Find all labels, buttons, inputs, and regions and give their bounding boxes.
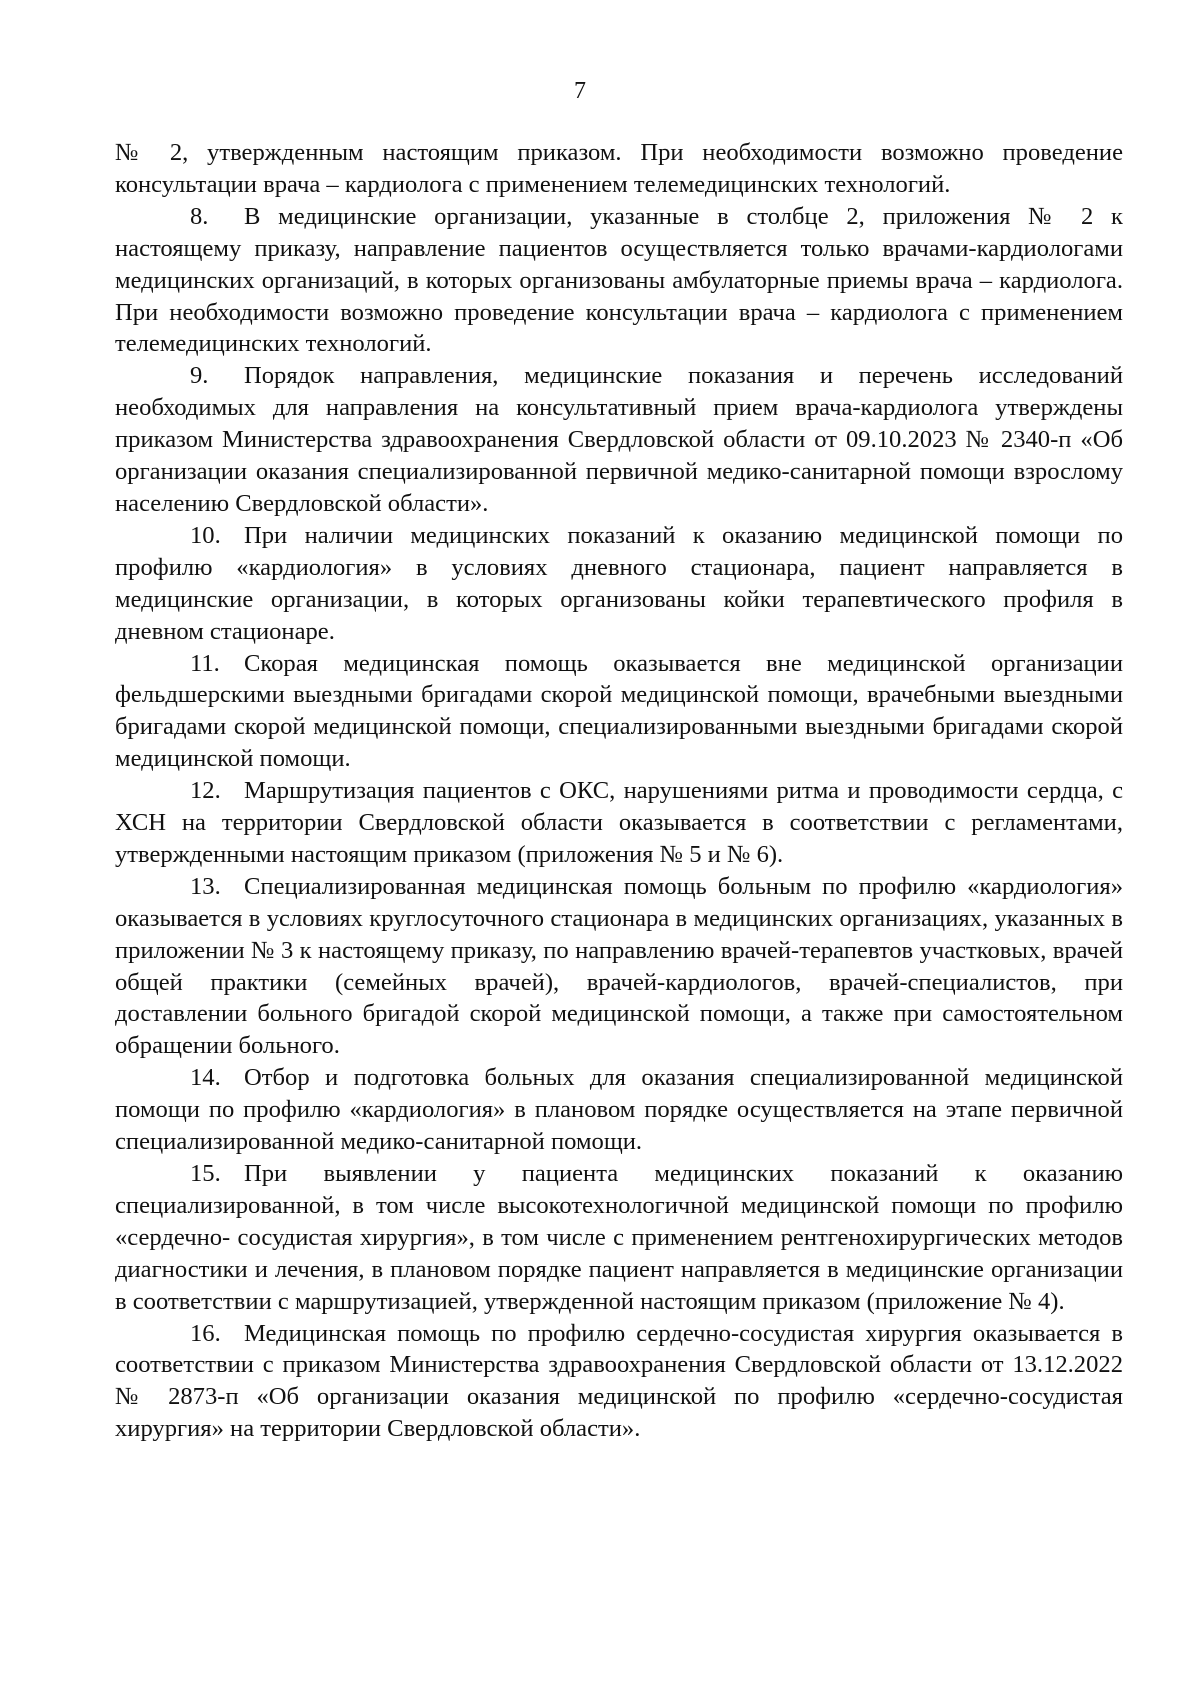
paragraph-text: В медицинские организации, указанные в столбце 2, приложения № 2 к настоящему приказу, направление пациентов осуществляется только врачами-кардиологами медицинских организаций, в которых организованы амбулаторные приемы врача – кардиолога. При необходимости возможно проведение консультации врача – кардиолога с применением телемедицинских технологий. xyxy=(115,202,1123,358)
paragraph-text: Маршрутизация пациентов с ОКС, нарушениями ритма и проводимости сердца, с ХСН на территории Свердловской области оказывается в соответствии с регламентами, утвержденными настоящим приказом (приложения № 5 и № 6). xyxy=(115,777,1123,868)
paragraph-item-15 xyxy=(115,1158,1123,1318)
paragraph-item-16 xyxy=(115,1318,1123,1446)
paragraph-text: При наличии медицинских показаний к оказанию медицинской помощи по профилю «кардиология» в условиях дневного стационара, пациент направляется в медицинские организации, в которых организованы койки терапевтического профиля в дневном стационаре. xyxy=(115,521,1123,645)
paragraph-continuation xyxy=(115,137,1123,201)
paragraph-item-12 xyxy=(115,775,1123,871)
document-body xyxy=(115,137,1123,1445)
paragraph-number: 16. xyxy=(190,1319,221,1347)
paragraph-text: При выявлении у пациента медицинских показаний к оказанию специализированной, в том числе высокотехнологичной медицинской помощи по профилю «сердечно- сосудистая хирургия», в том числе с применением рентгенохирургических методов диагностики и лечения, в плановом порядке пациент направляется в медицинские организации в соответствии с маршрутизацией, утвержденной настоящим приказом (приложение № 4). xyxy=(115,1160,1123,1315)
paragraph-number: 14. xyxy=(190,1064,221,1092)
paragraph-item-13 xyxy=(115,871,1123,1062)
paragraph-number: 12. xyxy=(190,777,221,805)
paragraph-item-10 xyxy=(115,520,1123,648)
paragraph-number: 13. xyxy=(190,872,221,900)
paragraph-item-9 xyxy=(115,360,1123,520)
paragraph-text: Скорая медицинская помощь оказывается вне медицинской организации фельдшерскими выездными бригадами скорой медицинской помощи, врачебными выездными бригадами скорой медицинской помощи, специализированными выездными бригадами скорой медицинской помощи. xyxy=(115,649,1123,773)
paragraph-item-14 xyxy=(115,1062,1123,1158)
page-number: 7 xyxy=(574,78,586,104)
paragraph-text: Отбор и подготовка больных для оказания специализированной медицинской помощи по профилю «кардиология» в плановом порядке осуществляется на этапе первичной специализированной медико-санитарной помощи. xyxy=(115,1064,1123,1156)
paragraph-text: Медицинская помощь по профилю сердечно-сосудистая хирургия оказывается в соответствии с приказом Министерства здравоохранения Свердловской области от 13.12.2022 № 2873-п «Об организации оказания медицинской по профилю «сердечно-сосудистая хирургия» на территории Свердловской области». xyxy=(115,1319,1123,1443)
paragraph-number: 15. xyxy=(190,1160,221,1187)
paragraph-number: 9. xyxy=(190,362,209,390)
paragraph-text: Специализированная медицинская помощь больным по профилю «кардиология» оказывается в условиях круглосуточного стационара в медицинских организациях, указанных в приложении № 3 к настоящему приказу, по направлению врачей-терапевтов участковых, врачей общей практики (семейных врачей), врачей-кардиологов, врачей-специалистов, при доставлении больного бригадой скорой медицинской помощи, а также при самостоятельном обращении больного. xyxy=(115,872,1123,1060)
paragraph-text: Порядок направления, медицинские показания и перечень исследований необходимых для направления на консультативный прием врача-кардиолога утверждены приказом Министерства здравоохранения Свердловской области от 09.10.2023 № 2340-п «Об организации оказания специализированной первичной медико-санитарной помощи взрослому населению Свердловской области». xyxy=(115,362,1123,517)
paragraph-item-8 xyxy=(115,201,1123,361)
paragraph-number: 10. xyxy=(190,521,221,549)
paragraph-number: 8. xyxy=(190,202,209,230)
paragraph-text: № 2, утвержденным настоящим приказом. При необходимости возможно проведение консультации врача – кардиолога с применением телемедицинских технологий. xyxy=(115,139,1123,198)
paragraph-number: 11. xyxy=(190,649,220,677)
paragraph-item-11 xyxy=(115,648,1123,776)
